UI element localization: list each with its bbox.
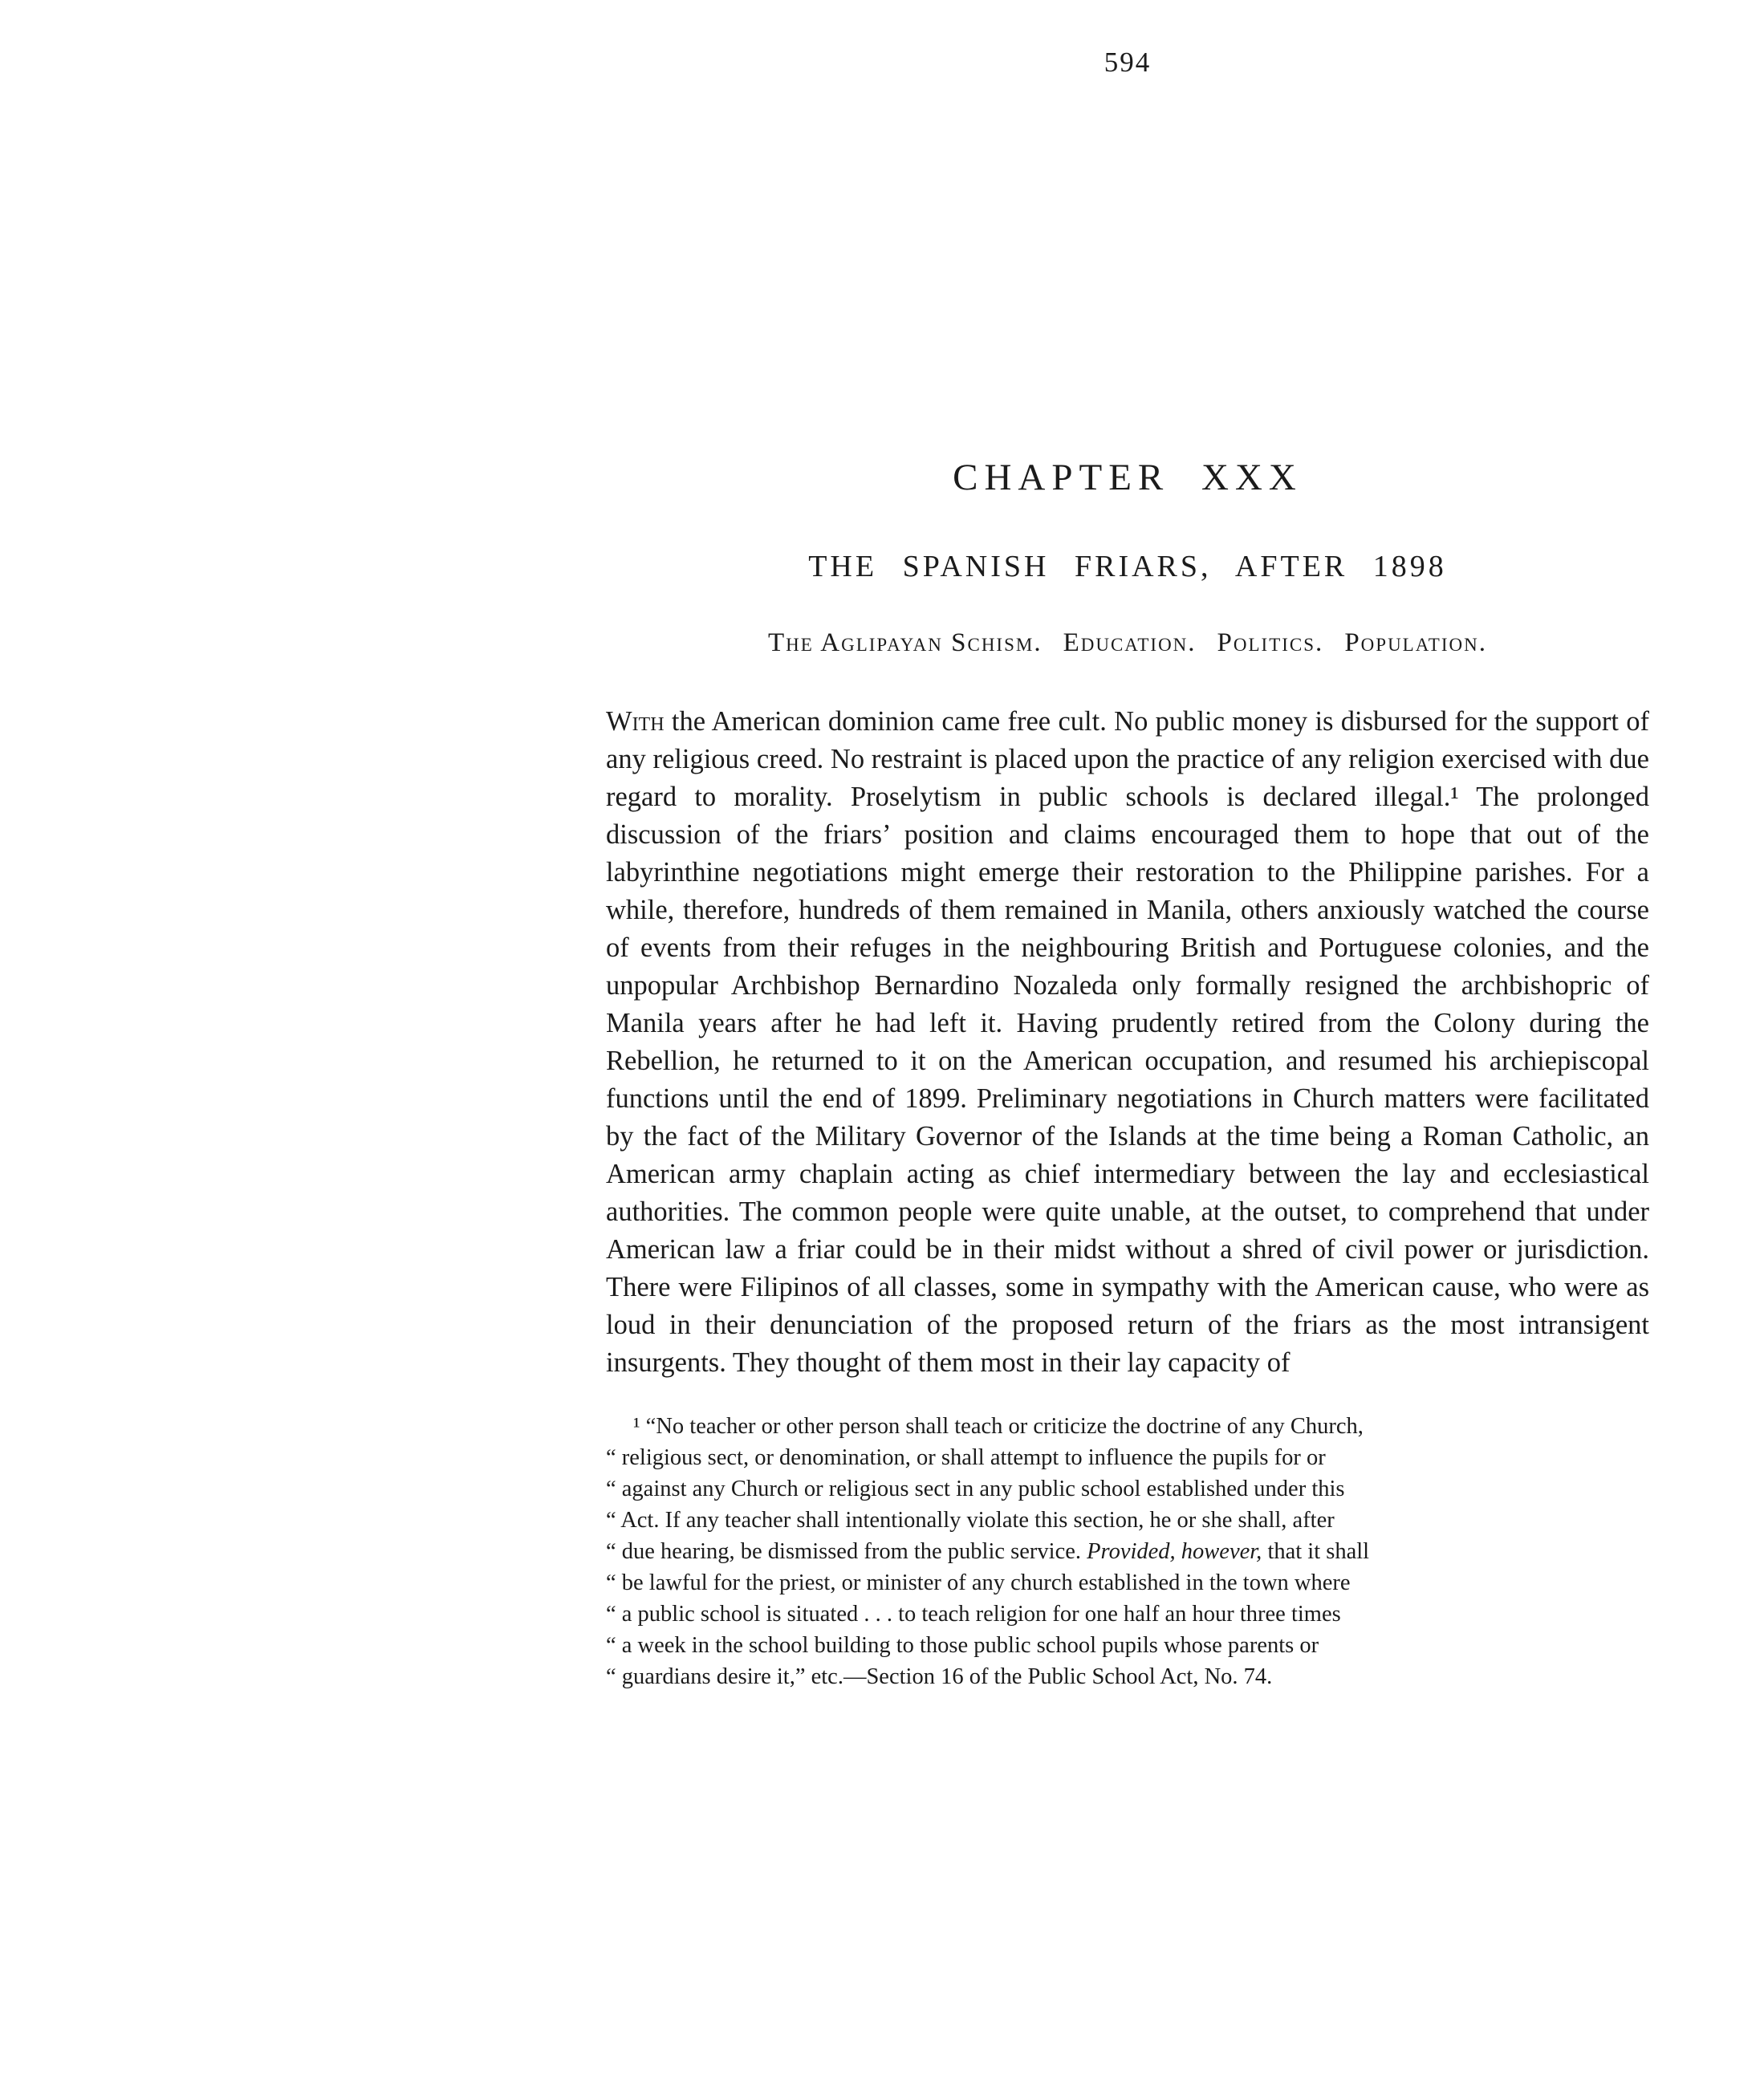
footnote-line5-post: that it shall: [1262, 1539, 1370, 1564]
subtitle-item-education: Education.: [1063, 628, 1197, 657]
chapter-heading: CHAPTER XXX: [953, 457, 1303, 498]
footnote-line: “ against any Church or religious sect in any public school established under this: [606, 1477, 1345, 1501]
page-number: 594: [1104, 47, 1152, 78]
footnote-line5-pre: “ due hearing, be dismissed from the public service.: [606, 1539, 1087, 1564]
footnote-line: “ be lawful for the priest, or minister of any church established in the town where: [606, 1570, 1351, 1595]
body-paragraph: [606, 703, 1649, 1382]
subtitle-item-politics: Politics.: [1217, 628, 1324, 657]
footnote-line: “ religious sect, or denomination, or shall attempt to influence the pupils for or: [606, 1445, 1326, 1470]
footnote-line: “ guardians desire it,” etc.—Section 16 of the Public School Act, No. 74.: [606, 1664, 1273, 1689]
lead-word: With: [606, 706, 665, 737]
text-column: [606, 0, 1649, 1692]
chapter-title: THE SPANISH FRIARS, AFTER 1898: [808, 550, 1447, 583]
footnote-line: ¹ “No teacher or other person shall teach or criticize the doctrine of any Church,: [633, 1414, 1364, 1439]
chapter-subtitle: [606, 628, 1649, 658]
body-text: the American dominion came free cult. No public money is disbursed for the support of any religious creed. No restraint is placed upon the practice of any religion exercised with due regard to morality. Proselytism in public schools is declared illegal.¹ The prolonged discussion of the friars’ position and claims encouraged them to hope that out of the labyrinthine negotiations might emerge their restoration to the Philippine parishes. For a while, therefore, hundreds of them remained in Manila, others anxiously watched the course of events from their refuges in the neighbouring British and Portuguese colonies, and the unpopular Archbishop Bernardino Nozaleda only formally resigned the archbishopric of Manila years after he had left it. Having prudently retired from the Colony during the Rebellion, he returned to it on the American occupation, and resumed his archiepiscopal functions until the end of 1899. Preliminary negotiations in Church matters were facilitated by the fact of the Military Governor of the Islands at the time being a Roman Catholic, an American army chaplain acting as chief intermediary between the lay and ecclesiastical authorities. The common people were quite unable, at the outset, to comprehend that under American law a friar could be in their midst without a shred of civil power or jurisdiction. There were Filipinos of all classes, some in sympathy with the American cause, who were as loud in their denunciation of the proposed return of the friars as the most intransigent insurgents. They thought of them most in their lay capacity of: [606, 706, 1649, 1378]
subtitle-item-schism: The Aglipayan Schism.: [768, 628, 1043, 657]
footnote-line: “ a public school is situated . . . to teach religion for one half an hour three times: [606, 1602, 1341, 1627]
footnote-line5-italic: Provided, however,: [1087, 1539, 1262, 1564]
footnote: [606, 1411, 1649, 1692]
footnote-line: [606, 1536, 1649, 1567]
subtitle-item-population: Population.: [1344, 628, 1487, 657]
footnote-line: “ Act. If any teacher shall intentionally violate this section, he or she shall, after: [606, 1508, 1335, 1533]
footnote-line: “ a week in the school building to those public school pupils whose parents or: [606, 1633, 1319, 1658]
